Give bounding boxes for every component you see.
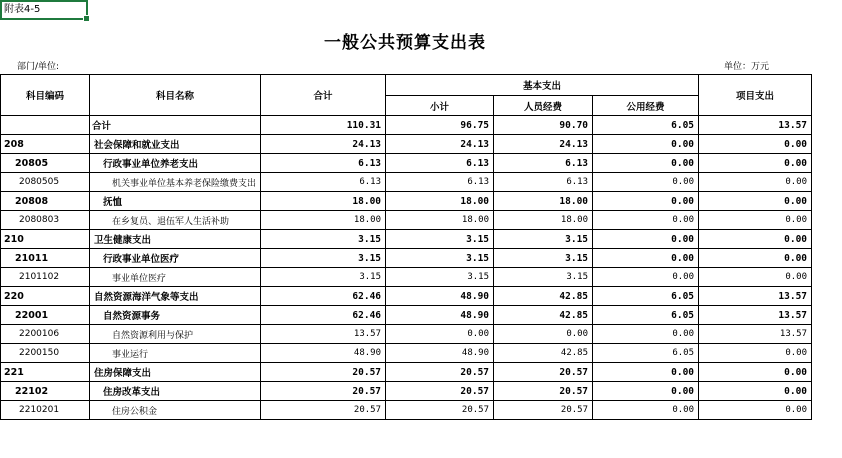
cell-personnel[interactable]: 0.00 [494, 325, 593, 344]
cell-name[interactable]: 抚恤 [90, 192, 261, 211]
table-body [1, 116, 812, 420]
cell-total[interactable]: 3.15 [261, 268, 386, 287]
cell-public[interactable]: 0.00 [593, 249, 699, 268]
cell-personnel[interactable]: 20.57 [494, 401, 593, 420]
fill-handle[interactable] [83, 15, 90, 22]
cell-subtotal[interactable]: 24.13 [386, 135, 494, 154]
cell-subtotal[interactable]: 20.57 [386, 401, 494, 420]
cell-code[interactable]: 20808 [1, 192, 90, 211]
cell-total[interactable]: 3.15 [261, 249, 386, 268]
cell-project[interactable]: 0.00 [699, 173, 812, 192]
cell-subtotal[interactable]: 0.00 [386, 325, 494, 344]
cell-code[interactable]: 2080803 [1, 211, 90, 230]
table-row [1, 116, 812, 135]
expenditure-table [0, 74, 812, 420]
cell-project[interactable]: 13.57 [699, 116, 812, 135]
header-name: 科目名称 [90, 75, 261, 116]
cell-subtotal[interactable]: 3.15 [386, 268, 494, 287]
cell-project[interactable]: 0.00 [699, 268, 812, 287]
cell-personnel[interactable]: 90.70 [494, 116, 593, 135]
table-row [1, 173, 812, 192]
cell-public[interactable]: 0.00 [593, 211, 699, 230]
cell-public[interactable]: 6.05 [593, 116, 699, 135]
cell-total[interactable]: 62.46 [261, 306, 386, 325]
cell-total[interactable]: 20.57 [261, 401, 386, 420]
cell-total[interactable]: 6.13 [261, 154, 386, 173]
cell-public[interactable]: 6.05 [593, 306, 699, 325]
cell-code[interactable]: 2080505 [1, 173, 90, 192]
cell-public[interactable]: 6.05 [593, 344, 699, 363]
table-row [1, 363, 812, 382]
cell-personnel[interactable]: 18.00 [494, 192, 593, 211]
cell-name[interactable]: 事业单位医疗 [90, 268, 261, 287]
cell-personnel[interactable]: 42.85 [494, 306, 593, 325]
cell-subtotal[interactable]: 3.15 [386, 230, 494, 249]
table-row [1, 344, 812, 363]
cell-public[interactable]: 0.00 [593, 401, 699, 420]
cell-subtotal[interactable]: 96.75 [386, 116, 494, 135]
page-title: 一般公共预算支出表 [324, 33, 486, 53]
cell-total[interactable]: 20.57 [261, 382, 386, 401]
cell-total[interactable]: 13.57 [261, 325, 386, 344]
cell-code[interactable]: 220 [1, 287, 90, 306]
cell-subtotal[interactable]: 6.13 [386, 173, 494, 192]
cell-code[interactable]: 221 [1, 363, 90, 382]
cell-name[interactable]: 行政事业单位医疗 [90, 249, 261, 268]
cell-personnel[interactable]: 18.00 [494, 211, 593, 230]
cell-code[interactable]: 2200106 [1, 325, 90, 344]
selected-cell[interactable] [0, 0, 88, 20]
cell-public[interactable]: 0.00 [593, 382, 699, 401]
cell-total[interactable]: 18.00 [261, 192, 386, 211]
cell-personnel[interactable]: 6.13 [494, 154, 593, 173]
cell-personnel[interactable]: 20.57 [494, 382, 593, 401]
table-row [1, 249, 812, 268]
cell-name[interactable]: 住房保障支出 [90, 363, 261, 382]
cell-public[interactable]: 0.00 [593, 363, 699, 382]
cell-project[interactable]: 0.00 [699, 382, 812, 401]
cell-total[interactable]: 24.13 [261, 135, 386, 154]
cell-subtotal[interactable]: 48.90 [386, 287, 494, 306]
table-row [1, 306, 812, 325]
cell-project[interactable]: 0.00 [699, 401, 812, 420]
cell-project[interactable]: 0.00 [699, 249, 812, 268]
cell-subtotal[interactable]: 48.90 [386, 344, 494, 363]
cell-code[interactable]: 2200150 [1, 344, 90, 363]
cell-public[interactable]: 0.00 [593, 173, 699, 192]
table-row [1, 192, 812, 211]
cell-code[interactable]: 2101102 [1, 268, 90, 287]
cell-project[interactable]: 0.00 [699, 135, 812, 154]
cell-name[interactable]: 住房公积金 [90, 401, 261, 420]
cell-code[interactable]: 2210201 [1, 401, 90, 420]
cell-code[interactable] [1, 116, 90, 135]
unit-label: 单位：万元 [724, 62, 770, 72]
cell-personnel[interactable]: 42.85 [494, 287, 593, 306]
cell-name[interactable]: 住房改革支出 [90, 382, 261, 401]
cell-public[interactable]: 0.00 [593, 230, 699, 249]
cell-personnel[interactable]: 24.13 [494, 135, 593, 154]
cell-name[interactable]: 合计 [90, 116, 261, 135]
table-row [1, 382, 812, 401]
header-code: 科目编码 [1, 75, 90, 116]
cell-total[interactable]: 20.57 [261, 363, 386, 382]
cell-name[interactable]: 事业运行 [90, 344, 261, 363]
cell-personnel[interactable]: 6.13 [494, 173, 593, 192]
cell-name[interactable]: 自然资源利用与保护 [90, 325, 261, 344]
table-row [1, 401, 812, 420]
cell-code[interactable]: 21011 [1, 249, 90, 268]
cell-project[interactable]: 0.00 [699, 363, 812, 382]
cell-personnel[interactable]: 42.85 [494, 344, 593, 363]
header-subtotal: 小计 [386, 96, 494, 116]
table-row [1, 268, 812, 287]
cell-public[interactable]: 6.05 [593, 287, 699, 306]
cell-total[interactable]: 18.00 [261, 211, 386, 230]
header-personnel: 人员经费 [494, 96, 593, 116]
cell-code[interactable]: 22001 [1, 306, 90, 325]
cell-total[interactable]: 110.31 [261, 116, 386, 135]
cell-project[interactable]: 13.57 [699, 287, 812, 306]
cell-project[interactable]: 0.00 [699, 154, 812, 173]
header-project: 项目支出 [699, 75, 812, 116]
table-row [1, 154, 812, 173]
cell-subtotal[interactable]: 3.15 [386, 249, 494, 268]
table-row [1, 325, 812, 344]
table-row [1, 230, 812, 249]
cell-subtotal[interactable]: 18.00 [386, 211, 494, 230]
header-public: 公用经费 [593, 96, 699, 116]
cell-personnel[interactable]: 3.15 [494, 230, 593, 249]
table-row [1, 287, 812, 306]
cell-total[interactable]: 6.13 [261, 173, 386, 192]
cell-public[interactable]: 0.00 [593, 154, 699, 173]
dept-label: 部门/单位: [17, 62, 60, 72]
cell-project[interactable]: 13.57 [699, 306, 812, 325]
cell-personnel[interactable]: 3.15 [494, 249, 593, 268]
cell-subtotal[interactable]: 6.13 [386, 154, 494, 173]
cell-total[interactable]: 62.46 [261, 287, 386, 306]
cell-personnel[interactable]: 3.15 [494, 268, 593, 287]
cell-project[interactable]: 0.00 [699, 211, 812, 230]
cell-name[interactable]: 自然资源海洋气象等支出 [90, 287, 261, 306]
cell-name[interactable]: 行政事业单位养老支出 [90, 154, 261, 173]
cell-name[interactable]: 在乡复员、退伍军人生活补助 [90, 211, 261, 230]
cell-code[interactable]: 22102 [1, 382, 90, 401]
cell-project[interactable]: 0.00 [699, 192, 812, 211]
cell-code[interactable]: 20805 [1, 154, 90, 173]
cell-public[interactable]: 0.00 [593, 268, 699, 287]
cell-public[interactable]: 0.00 [593, 135, 699, 154]
cell-name[interactable]: 社会保障和就业支出 [90, 135, 261, 154]
cell-name[interactable]: 自然资源事务 [90, 306, 261, 325]
cell-public[interactable]: 0.00 [593, 325, 699, 344]
cell-total[interactable]: 3.15 [261, 230, 386, 249]
cell-name[interactable]: 卫生健康支出 [90, 230, 261, 249]
cell-subtotal[interactable]: 48.90 [386, 306, 494, 325]
cell-public[interactable]: 0.00 [593, 192, 699, 211]
cell-code[interactable]: 208 [1, 135, 90, 154]
cell-personnel[interactable]: 20.57 [494, 363, 593, 382]
cell-code[interactable]: 210 [1, 230, 90, 249]
table-row [1, 211, 812, 230]
cell-subtotal[interactable]: 20.57 [386, 382, 494, 401]
cell-name[interactable]: 机关事业单位基本养老保险缴费支出 [90, 173, 261, 192]
header-basic: 基本支出 [386, 75, 699, 96]
cell-ref-text: 附表4-5 [4, 4, 41, 15]
cell-project[interactable]: 13.57 [699, 325, 812, 344]
cell-total[interactable]: 48.90 [261, 344, 386, 363]
cell-project[interactable]: 0.00 [699, 230, 812, 249]
cell-subtotal[interactable]: 20.57 [386, 363, 494, 382]
cell-project[interactable]: 0.00 [699, 344, 812, 363]
header-total: 合计 [261, 75, 386, 116]
cell-subtotal[interactable]: 18.00 [386, 192, 494, 211]
table-row [1, 135, 812, 154]
